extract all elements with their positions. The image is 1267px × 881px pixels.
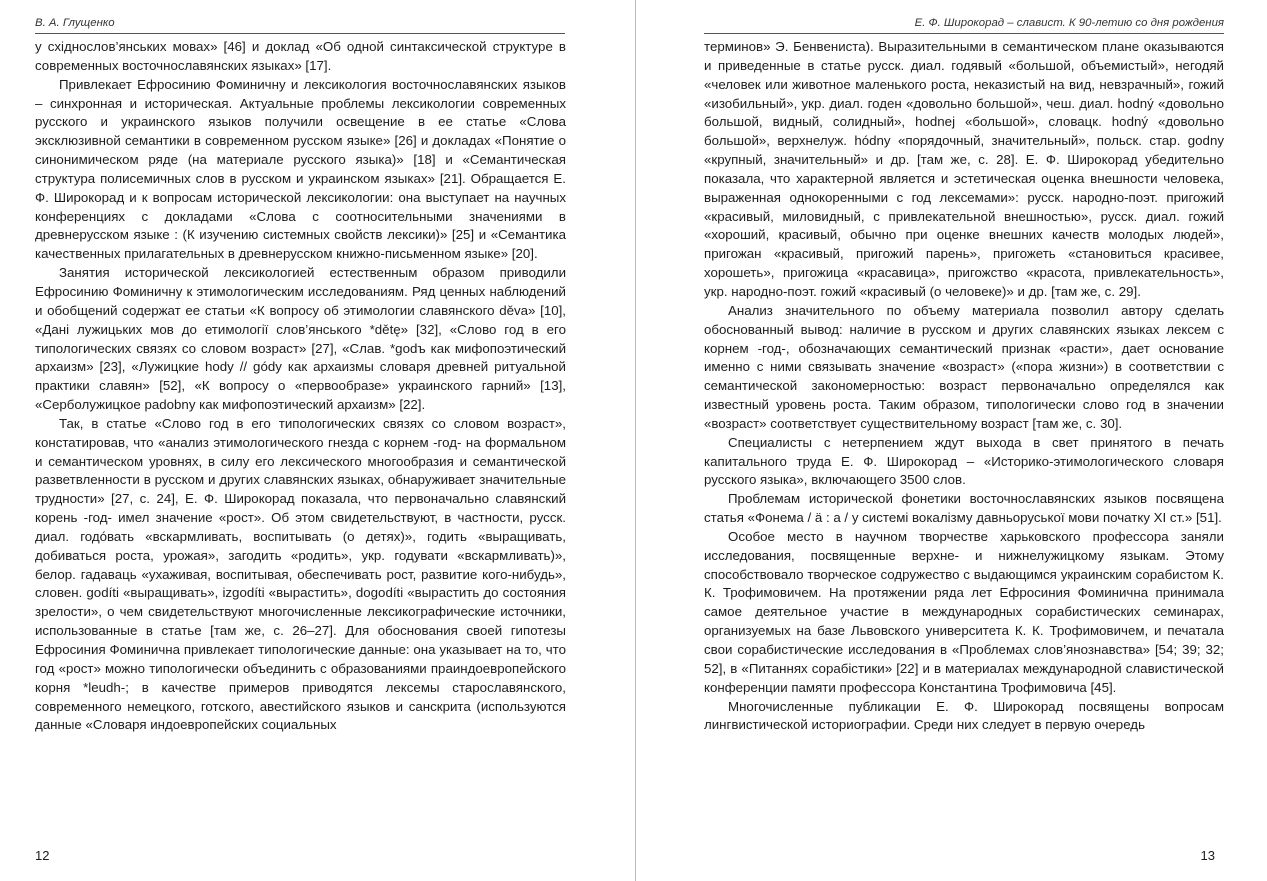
paragraph: Привлекает Ефросинию Фоминичну и лексикология восточнославянских языков – синхронная и историческая. Актуальные проблемы лексикологии современных русского и украинского языков получили освещение в ее статье «Слова эксклюзивной семантики в современном русском языке» [26] и докладах «Понятие о синонимическом ряде (на материале русского языка)» [18] и «Семантическая структура полисемичных слов в русском и украинском языках» [21]. Обращается Е. Ф. Широкорад и к вопросам исторической лексикологии: она выступает на научных конференциях с докладами «Слова с соотносительными значениями в древнерусском языке : (К изучению системных свойств лексики)» [25] и «Семантика качественных прилагательных в древнерусском книжно-письменном языке» [20].: [35, 76, 566, 262]
left-running-head: В. А. Глущенко: [35, 17, 115, 29]
paragraph: Проблемам исторической фонетики восточнославянских языков посвящена статья «Фонема / ä : а / у системі вокалізму давньоруської мови початку XI ст.» [51].: [704, 491, 1224, 526]
left-page-number: 12: [35, 848, 50, 863]
right-page: [637, 0, 1267, 881]
right-running-head: Е. Ф. Широкорад – славист. К 90-летию со дня рождения: [914, 17, 1224, 29]
paragraph: Так, в статье «Слово год в его типологических связях со словом возраст», констатировав, что «анализ этимологического гнезда с корнем -год- на формальном и семантическом уровнях, в силу его лексического многообразия и семантической разветвленности в русском и других славянских языках, обнаруживает значительные трудности» [27, с. 24], Е. Ф. Широкорад показала, что первоначально славянский корень -год- имел значение «рост». Об этом свидетельствуют, в частности, русск. диал. годóвать «вскармливать, воспитывать (о детях)», годить «выращивать, добиваться роста, урожая», загодить «родить», укр. годувати «вскармливать)», белор. гадаваць «ухаживая, воспитывая, обеспечивать рост, развитие кого-нибудь», словен. godíti «выращивать», izgodíti «вырастить», dogodíti «вырастить до состояния зрелости», о чем свидетельствуют многочисленные лексикографические источники, использованные в статье [там же, с. 26–27]. Для обоснования своей гипотезы Ефросиния Фоминична привлекает типологические данные: она указывает на то, что год «рост» можно типологически объединить с образованиями праиндоевропейского корня *leudh-; в качестве примеров приводятся лексемы старославянского, современного немецкого, готского, авестийского языков и санскрита (используются данные «Словаря индоевропейских социальных: [35, 415, 566, 733]
paragraph: Специалисты с нетерпением ждут выхода в свет принятого в печать капитального труда Е. Ф. Широкорад – «Историко-этимологического словаря русского языка», включающего 3500 слов.: [704, 434, 1224, 488]
right-page-text: [704, 38, 1224, 735]
right-header-rule: [704, 33, 1224, 34]
paragraph: Особое место в научном творчестве харьковского профессора заняли исследования, посвященные верхне- и нижнелужицкому языкам. Этому способствовало творческое содружество с выдающимся украинским сорабистом К. К. Трофимовичем. На протяжении ряда лет Ефросиния Фоминична принимала самое деятельное участие в международных сорабистических семинарах, организуемых на базе Львовского университета К. К. Трофимовичем, и печатала свои сорабистические исследования в «Проблемах слов’янознавства» [54; 39; 32; 52], в «Питаннях сорабістики» [22] и в материалах международной славистической конференции памяти профессора Константина Трофимовича [45].: [704, 528, 1224, 695]
paragraph: у східнослов’янських мовах» [46] и доклад «Об одной синтаксической структуре в современных восточнославянских языках» [17].: [35, 39, 566, 73]
paragraph: Занятия исторической лексикологией естественным образом приводили Ефросинию Фоминичну к этимологическим исследованиям. Ряд ценных наблюдений и обобщений содержат ее статьи «К вопросу об этимологии славянского děva» [10], «Дані лужицьких мов до етимології слов’янського *dětę» [32], «Слово год в его типологических связях со словом возраст» [27], «Слав. *godъ как мифопоэтический архаизм» [23], «Лужицкие hody // gódy как архаизмы словаря древней ритуальной практики славян» [52], «К вопросу о «первообразе» украинского гарний» [13], «Серболужицкое padobny как мифопоэтический архаизм» [22].: [35, 265, 566, 413]
paragraph: Многочисленные публикации Е. Ф. Широкорад посвящены вопросам лингвистической историографии. Среди них следует в первую очередь: [704, 698, 1224, 733]
paragraph: терминов» Э. Бенвениста). Выразительными в семантическом плане оказываются и приведенные в статье русск. диал. годявый «большой, объемистый», негодяй «человек или животное маленького роста, неказистый на вид, невзрачный», гожий «изобильный», укр. диал. годен «довольно большой», чеш. диал. hodný «довольно большой, видный, солидный», hodnej «большой», словацк. hodný «довольно большой», верхнелуж. hódny «порядочный, значительный», польск. стар. godny «крупный, значительный» и др. [там же, с. 28]. Е. Ф. Широкорад убедительно показала, что характерной является и эстетическая оценка внешности человека, выраженная однокоренными с год лексемами»: русск. народно-поэт. пригожий «красивый, миловидный, с привлекательной внешностью», русск. диал. гожий «хороший, красивый, обычно при оценке внешних качеств молодых людей», пригожан «красивый, пригожий парень», пригожеть «становиться красивее, хорошеть», пригожица «красавица», пригожство «красота, привлекательность», укр. народно-поэт. гожий «красивый (о человеке)» и др. [там же, с. 29].: [704, 39, 1224, 299]
left-page-text: [35, 38, 566, 735]
left-header-rule: [35, 33, 565, 34]
right-page-number: 13: [1200, 848, 1215, 863]
paragraph: Анализ значительного по объему материала позволил автору сделать обоснованный вывод: наличие в русском и других славянских языках лексем с корнем -год-, обозначающих семантический признак «расти», дает основание именно с ними связывать значение «возраст» («пора жизни») в соответствии с семантической закономерностью: возраст первоначально определялся как известный уровень роста. Таким образом, типологически слово год в значении «возраст» соответствует существительному возраст [там же, с. 30].: [704, 302, 1224, 431]
